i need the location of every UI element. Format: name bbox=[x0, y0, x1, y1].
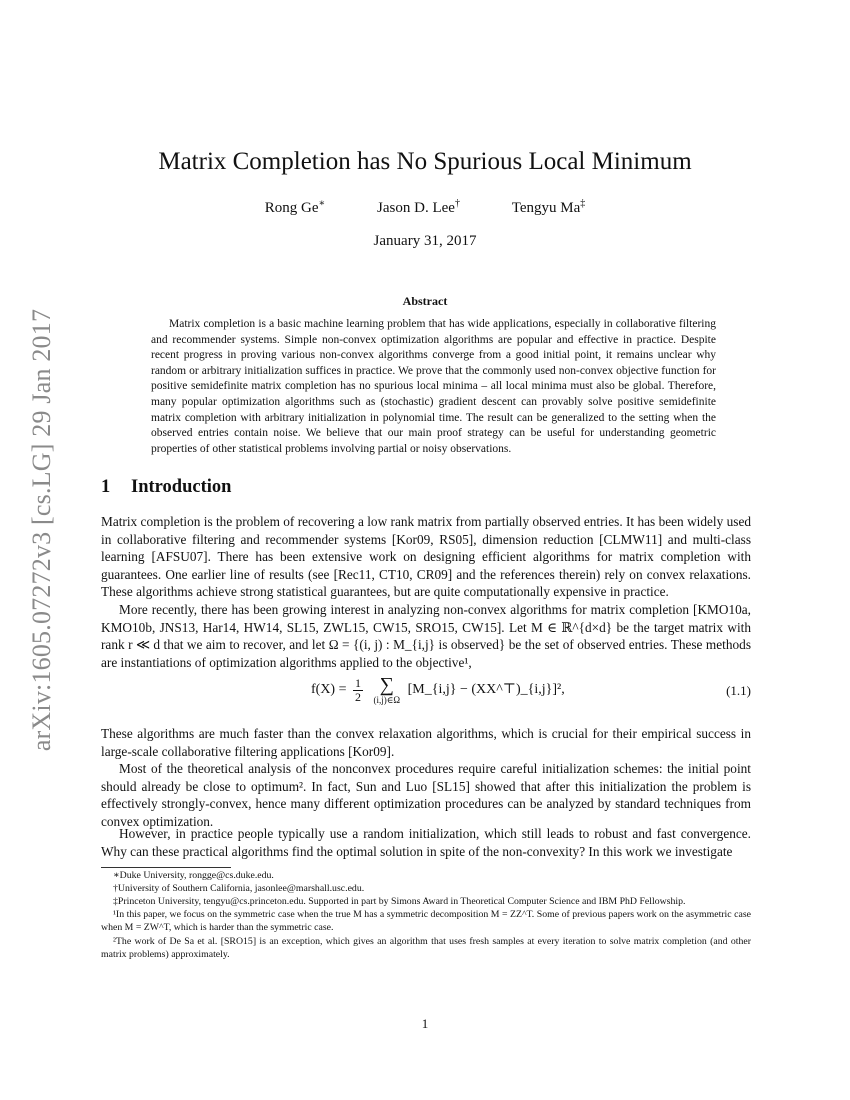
author-list bbox=[0, 200, 850, 217]
section-heading bbox=[101, 477, 231, 498]
footnote-5: ²The work of De Sa et al. [SRO15] is an exception, which gives an algorithm that uses fresh samples at every iteration to solve matrix completion (and other matrix problems) approximately. bbox=[101, 936, 751, 960]
equation-number: (1.1) bbox=[726, 683, 751, 698]
equation-1-1 bbox=[101, 675, 751, 715]
paragraph-3: These algorithms are much faster than the convex relaxation algorithms, which is crucial for their empirical success in large-scale collaborative filtering applications [Kor09]. bbox=[101, 726, 751, 759]
equation-sum: ∑ (i,j)∈Ω bbox=[373, 674, 401, 705]
author-1: Rong Ge∗ bbox=[264, 198, 326, 216]
paragraph-2: More recently, there has been growing interest in analyzing non-convex algorithms for matrix completion [KMO10a, KMO10b, JNS13, Har14, HW14, SL15, ZWL15, CW15, SRO15, CW15]. Let M ∈ ℝ^{d×d} be the target matrix with rank r ≪ d that we aim to recover, and let Ω = {(i, j) : M_{i,j} is observed} be the set of observed entries. These methods are instantiations of optimization algorithms applied to the objective¹, bbox=[101, 602, 751, 670]
equation-lhs: f(X) = bbox=[311, 682, 347, 698]
footnote-4: ¹In this paper, we focus on the symmetric case when the true M has a symmetric decomposition M = ZZ^T. Some of previous papers work on the asymmetric case when M = ZW^T, which is harder than the symmetric case. bbox=[101, 909, 751, 933]
footnote-1: ∗Duke University, rongge@cs.duke.edu. bbox=[113, 870, 274, 881]
page-number: 1 bbox=[421, 1016, 429, 1031]
section-number: 1 bbox=[101, 477, 111, 497]
section-title: Introduction bbox=[131, 477, 232, 497]
paragraph-1: Matrix completion is the problem of recovering a low rank matrix from partially observed entries. It has been widely used in collaborative filtering and recommender systems [Kor09, RS05], dimension reduction [CLMW11] and multi-class learning [AFSU07]. There has been extensive work on designing efficient algorithms for matrix completion with guarantees. One earlier line of results (see [Rec11, CT10, CR09] and the references therein) rely on convex relaxations. These algorithms achieve strong statistical guarantees, but are quite computationally expensive in practice. bbox=[101, 514, 751, 599]
equation-body bbox=[311, 675, 565, 705]
paper-title: Matrix Completion has No Spurious Local Minimum bbox=[158, 148, 692, 175]
arxiv-stamp bbox=[22, 298, 62, 762]
equation-summand: [M_{i,j} − (XX^⊤)_{i,j}]², bbox=[407, 682, 565, 698]
footnote-3: ‡Princeton University, tengyu@cs.princeton.edu. Supported in part by Simons Award in Theoretical Computer Science and IBM PhD Fellowship. bbox=[113, 896, 686, 907]
abstract-text: Matrix completion is a basic machine learning problem that has wide applications, especially in collaborative filtering and recommender systems. Simple non-convex optimization algorithms are popular and effective in practice. Despite recent progress in proving various non-convex algorithms converge from a good initial point, it remains unclear why random or arbitrary initialization suffices in practice. We prove that the commonly used non-convex objective function for positive semidefinite matrix completion has no spurious local minima – all local minima must also be global. Therefore, many popular optimization algorithms such as (stochastic) gradient descent can provably solve positive semidefinite matrix completion with arbitrary initialization in polynomial time. The result can be generalized to the setting when the observed entries contain noise. We believe that our main proof strategy can be useful for understanding geometric properties of other statistical problems involving partial or noisy observations. bbox=[151, 318, 716, 455]
paragraph-4: Most of the theoretical analysis of the nonconvex procedures require careful initialization schemes: the initial point should already be close to optimum². In fact, Sun and Luo [SL15] showed that after this initialization the problem is effectively strongly-convex, hence many different optimization procedures can be analyzed by standard techniques from convex optimization. bbox=[101, 761, 751, 829]
arxiv-stamp-text: arXiv:1605.07272v3 [cs.LG] 29 Jan 2017 bbox=[27, 308, 56, 752]
equation-fraction: $\frac{1}{2}$ bbox=[355, 675, 361, 704]
paragraph-5: However, in practice people typically use a random initialization, which still leads to robust and fast convergence. Why can these practical algorithms find the optimal solution in spite of the non-convexity? In this work we investigate bbox=[101, 826, 751, 859]
author-2: Jason D. Lee† bbox=[377, 198, 460, 216]
footnote-2: †University of Southern California, jasonlee@marshall.usc.edu. bbox=[113, 883, 365, 894]
abstract-heading: Abstract bbox=[402, 294, 448, 308]
footnote-rule bbox=[101, 867, 231, 868]
paper-date: January 31, 2017 bbox=[373, 233, 477, 249]
author-3: Tengyu Ma‡ bbox=[511, 198, 586, 216]
